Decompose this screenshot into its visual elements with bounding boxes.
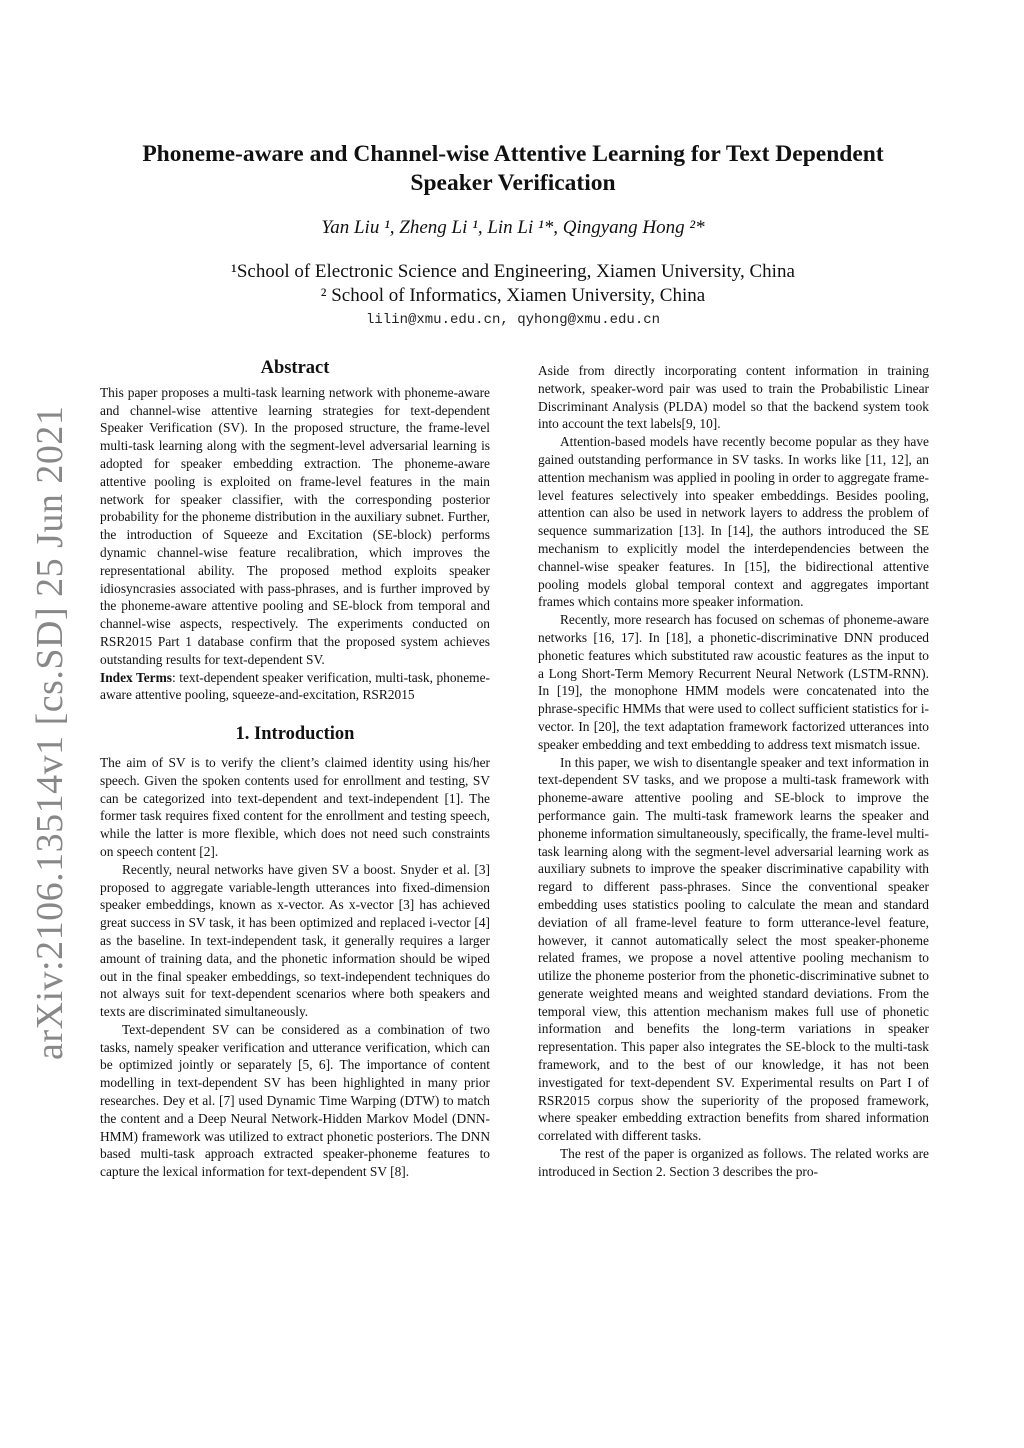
intro-paragraph: Aside from directly incorporating content information in training network, speaker-word pair was used to train the Probabilistic Linear Discriminant Analysis (PLDA) model so that the backend system took into account the text labels[9, 10].: [538, 363, 929, 432]
title-line-1: Phoneme-aware and Channel-wise Attentive Learning for Text Dependent: [142, 141, 884, 167]
author-emails: lilin@xmu.edu.cn, qyhong@xmu.edu.cn: [365, 312, 661, 328]
right-column: [538, 362, 929, 1181]
abstract-heading: Abstract: [260, 358, 330, 378]
abstract-text: This paper proposes a multi-task learning network with phoneme-aware and channel-wise attentive learning strategies for text-dependent Speaker Verification (SV). In the proposed structure, the frame-level multi-task learning along with the segment-level adversarial learning is adopted for speaker embedding extraction. The phoneme-aware attentive pooling is exploited on frame-level features in the main network for speaker classifier, with the corresponding posterior probability for the phoneme distribution in the auxiliary subnet. Further, the introduction of Squeeze and Excitation (SE-block) performs dynamic channel-wise feature recalibration, which improves the representational ability. The proposed method exploits speaker idiosyncrasies associated with pass-phrases, and is further improved by the phoneme-aware attentive pooling and SE-block from temporal and channel-wise aspects, respectively. The experiments conducted on RSR2015 Part 1 database confirm that the proposed system achieves outstanding results for text-dependent SV.: [100, 384, 490, 667]
intro-paragraph: Recently, more research has focused on schemas of phoneme-aware networks [16, 17]. In [18], a phonetic-discriminative DNN produced phonetic features which substituted raw acoustic features as the input to a Long Short-Term Memory Recurrent Neural Network (LSTM-RNN). In [19], the monophone HMM models were concatenated into the phrase-specific HMMs that were used to collect sufficient statistics for i-vector. In [20], the text adaptation framework factorized utterances into speaker embedding and text embedding to address text mismatch issue.: [538, 612, 929, 752]
affiliations: [100, 260, 926, 308]
intro-paragraph: Attention-based models have recently become popular as they have gained outstanding performance in SV tasks. In works like [11, 12], an attention mechanism was applied in pooling in order to aggregate frame-level features selectively into speaker embeddings. Besides pooling, attention can also be used in network layers to address the problem of sequence summarization [13]. In [14], the authors introduced the SE mechanism to explicitly model the interdependencies between the channel-wise speaker features. In [15], the bidirectional attentive pooling models global temporal context and aggregates important frames which contains more speaker information.: [538, 434, 929, 610]
intro-paragraph: The aim of SV is to verify the client’s claimed identity using his/her speech. Given the spoken contents used for enrollment and testing, SV can be categorized into text-dependent and text-independent [1]. The former task requires fixed content for the enrollment and testing speech, while the latter is more flexible, which does not need such constraints on speech content [2].: [100, 754, 490, 859]
author-list: Yan Liu ¹, Zheng Li ¹, Lin Li ¹*, Qingyang Hong ²*: [321, 217, 705, 238]
title-line-2: Speaker Verification: [410, 170, 616, 196]
affiliation-2: ² School of Informatics, Xiamen University, China: [320, 285, 706, 306]
intro-paragraph: The rest of the paper is organized as follows. The related works are introduced in Section 2. Section 3 describes the pro-: [538, 1146, 929, 1179]
index-terms-text: : text-dependent speaker verification, multi-task, phoneme-aware attentive pooling, squeeze-and-excitation, RSR2015: [100, 669, 491, 703]
intro-paragraph: In this paper, we wish to disentangle speaker and text information in text-dependent SV tasks, and we propose a multi-task framework with phoneme-aware attentive pooling and SE-block to improve the performance gain. The multi-task framework learns the speaker and phoneme information simultaneously, specifically, the frame-level multi-task learning along with the segment-level adversarial learning work as auxiliary subnets to improve the speaker discriminative capability with regard to different pass-phrases. Since the conventional speaker embedding uses statistics pooling to calculate the mean and standard deviation of all frame-level feature to form utterance-level feature, however, it cannot automatically select the most speaker-phoneme related frames, we propose a novel attentive pooling mechanism to utilize the phoneme posterior from the phonetic-discriminative subnet to generate weighted means and weighted standard deviations. From the temporal view, this attention mechanism makes full use of phonetic information and benefits the long-term variations in speaker representation. This paper also integrates the SE-block to the multi-task framework, and to the best of our knowledge, it has not been investigated for text-dependent SV. Experimental results on Part I of RSR2015 corpus show the superiority of the proposed framework, where speaker embedding extraction benefits from shared information correlated with different tasks.: [538, 754, 929, 1144]
intro-paragraph: Text-dependent SV can be considered as a combination of two tasks, namely speaker verification and utterance verification, which can be optimized jointly or separately [5, 6]. The importance of content modelling in text-dependent SV has been highlighted in many prior researches. Dey et al. [7] used Dynamic Time Warping (DTW) to match the content and a Deep Neural Network-Hidden Markov Model (DNN-HMM) framework was utilized to extract phonetic posteriors. The DNN based multi-task approach extracted speaker-phoneme features to capture the lexical information for text-dependent SV [8].: [100, 1021, 490, 1180]
arxiv-identifier-stamp: arXiv:2106.13514v1 [cs.SD] 25 Jun 2021: [29, 405, 71, 1060]
index-terms: [100, 669, 490, 705]
left-column: [100, 360, 490, 1181]
introduction-heading: 1. Introduction: [235, 724, 355, 745]
paper-title: [100, 140, 926, 198]
affiliation-1: ¹School of Electronic Science and Engineering, Xiamen University, China: [231, 261, 795, 282]
index-terms-label: Index Terms: [100, 669, 172, 685]
intro-paragraph: Recently, neural networks have given SV a boost. Snyder et al. [3] proposed to aggregate variable-length utterances into fixed-dimension speaker embeddings, known as x-vector. As x-vector [3] has achieved great success in SV task, it has been optimized and replaced i-vector [4] as the baseline. In text-independent task, it generally requires a larger amount of training data, and the phonetic information should be wiped out in the final speaker embeddings, so text-independent techniques do not always suit for text-dependent scenarios where both speakers and texts are discriminated simultaneously.: [100, 861, 490, 1020]
